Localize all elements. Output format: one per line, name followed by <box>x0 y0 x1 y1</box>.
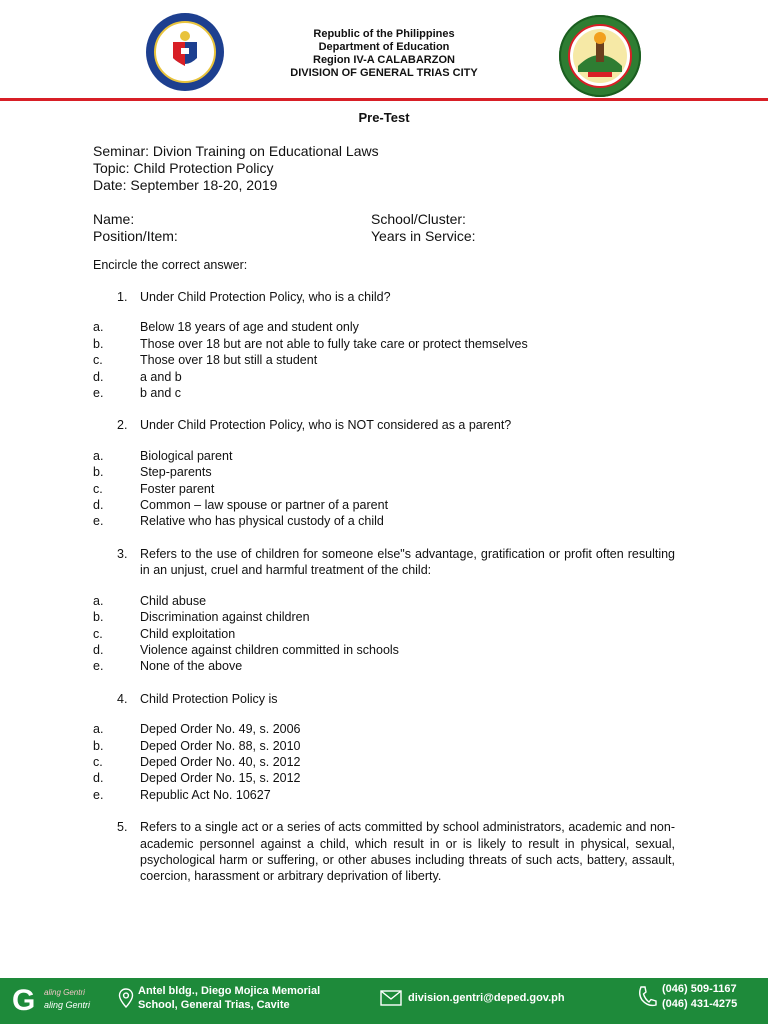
option-item[interactable] <box>93 385 675 401</box>
option-letter: b. <box>93 465 104 480</box>
fields-left-column <box>93 211 178 245</box>
option-item[interactable] <box>93 464 675 480</box>
question-text: Refers to the use of children for someone else"s advantage, gratification or profit often resulting in an unjust, cruel and harmful treatment of the child: <box>140 546 675 578</box>
option-text: Relative who has physical custody of a child <box>140 514 384 529</box>
option-letter: a. <box>93 593 104 608</box>
page-title: Pre-Test <box>358 110 410 125</box>
logo-tagline-bottom: aling Gentri <box>44 1000 91 1010</box>
question-stem <box>93 819 675 885</box>
division-seal-logo <box>558 14 642 98</box>
letterhead <box>0 0 768 104</box>
option-list <box>93 593 675 675</box>
heading-line-4: DIVISION OF GENERAL TRIAS CITY <box>290 67 478 79</box>
option-item[interactable] <box>93 352 675 368</box>
option-item[interactable] <box>93 448 675 464</box>
document-body <box>93 106 675 885</box>
question-number: 4. <box>117 691 128 706</box>
question-number: 1. <box>117 290 128 304</box>
option-text: Those over 18 but are not able to fully take care or protect themselves <box>140 336 528 351</box>
option-letter: d. <box>93 771 104 786</box>
option-list <box>93 448 675 530</box>
seminar-line: Seminar: Divion Training on Educational Laws <box>93 143 379 159</box>
agency-heading <box>240 28 528 80</box>
option-letter: a. <box>93 722 104 737</box>
option-letter: c. <box>93 626 103 641</box>
question-text: Child Protection Policy is <box>140 691 278 706</box>
question-stem <box>93 289 675 305</box>
option-item[interactable] <box>93 626 675 642</box>
option-text: Deped Order No. 88, s. 2010 <box>140 738 301 753</box>
option-letter: d. <box>93 498 104 513</box>
question-1 <box>93 289 675 401</box>
seminar-info <box>93 143 675 194</box>
option-text: Biological parent <box>140 448 233 463</box>
heading-line-2: Department of Education <box>318 41 450 53</box>
option-text: b and c <box>140 386 182 401</box>
option-letter: e. <box>93 514 104 529</box>
question-stem <box>93 546 675 579</box>
address-text <box>138 984 320 1012</box>
question-2 <box>93 417 675 529</box>
participant-fields <box>93 211 675 245</box>
instruction: Encircle the correct answer: <box>93 258 248 272</box>
option-text: Common – law spouse or partner of a parent <box>140 498 389 513</box>
phone-icon <box>636 984 658 1010</box>
option-item[interactable] <box>93 481 675 497</box>
heading-line-3: Region IV-A CALABARZON <box>313 54 455 66</box>
option-letter: c. <box>93 481 103 496</box>
question-3 <box>93 546 675 675</box>
question-5 <box>93 819 675 885</box>
option-item[interactable] <box>93 497 675 513</box>
option-text: Below 18 years of age and student only <box>140 320 359 335</box>
name-label: Name: <box>93 211 135 227</box>
option-letter: d. <box>93 369 104 384</box>
option-item[interactable] <box>93 593 675 609</box>
question-stem <box>93 691 675 707</box>
option-letter: b. <box>93 738 104 753</box>
heading-line-1: Republic of the Philippines <box>313 28 455 40</box>
option-text: Child exploitation <box>140 626 236 641</box>
fields-right-column <box>371 211 476 245</box>
option-item[interactable] <box>93 738 675 754</box>
position-label: Position/Item: <box>93 228 178 244</box>
option-letter: b. <box>93 336 104 351</box>
gentri-logo <box>8 982 104 1020</box>
logo-tagline-top: aling Gentri <box>44 988 85 997</box>
option-letter: a. <box>93 448 104 463</box>
option-item[interactable] <box>93 336 675 352</box>
phone-numbers <box>662 982 737 1012</box>
option-text: Violence against children committed in schools <box>140 642 399 657</box>
option-text: Deped Order No. 49, s. 2006 <box>140 722 301 737</box>
option-item[interactable] <box>93 609 675 625</box>
option-letter: c. <box>93 754 103 769</box>
option-text: Republic Act No. 10627 <box>140 787 271 802</box>
option-text: Deped Order No. 40, s. 2012 <box>140 754 301 769</box>
option-text: Those over 18 but still a student <box>140 353 318 368</box>
address-line-1: Antel bldg., Diego Mojica Memorial <box>138 985 321 997</box>
topic-line: Topic: Child Protection Policy <box>93 160 274 176</box>
option-text: Deped Order No. 15, s. 2012 <box>140 771 301 786</box>
option-letter: d. <box>93 642 104 657</box>
option-item[interactable] <box>93 513 675 529</box>
option-letter: c. <box>93 353 103 368</box>
phone-number-2: (046) 431-4275 <box>662 998 738 1010</box>
location-pin-icon <box>118 988 134 1008</box>
option-item[interactable] <box>93 721 675 737</box>
question-text: Refers to a single act or a series of acts committed by school administrators, academic and non-academic personnel against a child, which result in or is likely to result in physical, sexual, psychological harm or suffering, or other abuses including threats of such acts, battery, assault, coercion, harassment or arbitrary deprivation of liberty. <box>140 820 675 884</box>
question-stem <box>93 417 675 433</box>
option-item[interactable] <box>93 658 675 674</box>
date-line: Date: September 18-20, 2019 <box>93 177 278 193</box>
option-item[interactable] <box>93 319 675 335</box>
option-list <box>93 721 675 803</box>
address-line-2: School, General Trias, Cavite <box>138 999 290 1011</box>
option-letter: e. <box>93 659 104 674</box>
option-letter: b. <box>93 610 104 625</box>
option-text: Discrimination against children <box>140 610 310 625</box>
logo-letter: G <box>12 984 36 1017</box>
option-letter: e. <box>93 386 104 401</box>
option-item[interactable] <box>93 642 675 658</box>
question-number: 3. <box>117 546 128 561</box>
deped-seal-logo <box>145 12 225 92</box>
option-text: Step-parents <box>140 465 212 480</box>
option-text: None of the above <box>140 659 243 674</box>
footer-bar <box>0 978 768 1024</box>
email-link[interactable]: division.gentri@deped.gov.ph <box>408 992 565 1004</box>
option-letter: e. <box>93 787 104 802</box>
question-text: Under Child Protection Policy, who is a child? <box>140 290 391 304</box>
question-4 <box>93 691 675 803</box>
phone-number-1: (046) 509-1167 <box>662 983 737 995</box>
option-item[interactable] <box>93 369 675 385</box>
option-letter: a. <box>93 320 104 335</box>
school-label: School/Cluster: <box>371 211 466 227</box>
option-item[interactable] <box>93 754 675 770</box>
question-number: 2. <box>117 418 128 433</box>
years-label: Years in Service: <box>371 228 476 244</box>
question-text: Under Child Protection Policy, who is NOT considered as a parent? <box>140 418 512 433</box>
option-text: Foster parent <box>140 481 215 496</box>
question-number: 5. <box>117 820 128 835</box>
envelope-icon <box>380 990 402 1006</box>
option-list <box>93 319 675 401</box>
option-text: Child abuse <box>140 593 207 608</box>
option-item[interactable] <box>93 770 675 786</box>
header-divider <box>0 98 768 101</box>
option-item[interactable] <box>93 787 675 803</box>
option-text: a and b <box>140 369 182 384</box>
